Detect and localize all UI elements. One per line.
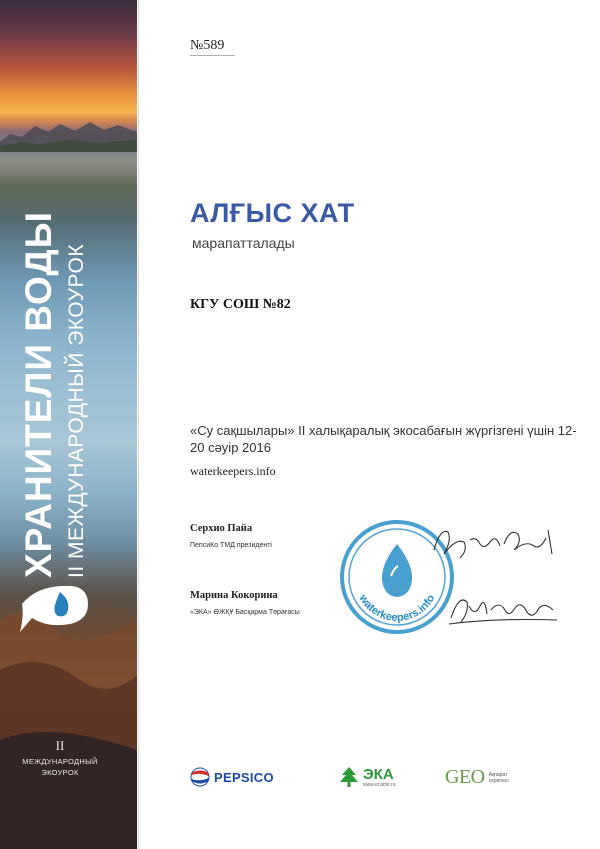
geo-caption <box>489 772 515 784</box>
geo-text: GEO <box>445 766 485 788</box>
pepsi-globe-icon <box>190 767 210 787</box>
eka-tree-icon <box>338 766 360 788</box>
eka-logo <box>338 765 396 789</box>
cover-photo-banner <box>0 0 137 849</box>
eka-url: www.ecamir.ru <box>363 781 396 788</box>
mountain-silhouette <box>0 112 137 152</box>
certificate-title: АЛҒЫС ХАТ <box>190 198 355 228</box>
banner-caption-line2: ЭКОУРОК <box>41 768 79 777</box>
stamp-text: waterkeepers.info <box>356 592 438 625</box>
geo-logo <box>445 766 515 789</box>
recipient-name: КГУ СОШ №82 <box>190 297 291 312</box>
pepsico-text: PEPSICO <box>214 769 274 785</box>
signatory-1-role: ПепсиКо ТМД президенті <box>190 542 272 549</box>
website-text: waterkeepers.info <box>190 464 276 478</box>
certificate-subtitle: марапатталады <box>192 235 295 251</box>
banner-divider <box>138 0 139 849</box>
banner-title: ХРАНИТЕЛИ ВОДЫ <box>18 211 59 578</box>
banner-roman-numeral: II <box>55 738 65 753</box>
banner-caption <box>0 756 120 778</box>
certificate-number-underline <box>190 55 235 56</box>
signatory-1-name: Серхио Пайа <box>190 523 253 534</box>
signature-2 <box>445 588 560 628</box>
geo-caption-line1: Ақпарат <box>488 771 508 778</box>
signatory-2-role: «ЭКА» ӨЖҚҰ Басқарма Төрағасы <box>190 609 300 616</box>
pepsico-logo <box>190 765 274 789</box>
signature-1 <box>430 520 555 562</box>
geo-caption-line2: серіктесі <box>488 777 509 784</box>
banner-subtitle: II МЕЖДУНАРОДНЫЙ ЭКОУРОК <box>65 243 88 578</box>
eka-text: ЭКА <box>363 765 394 783</box>
banner-caption-line1: МЕЖДУНАРОДНЫЙ <box>22 757 98 766</box>
signatory-2-name: Марина Кокорина <box>190 590 278 601</box>
certificate-number: №589 <box>190 38 225 53</box>
award-description: «Су сақшылары» II халықаралық экосабағын жүргізгені үшін 12-20 сәуір 2016 <box>190 423 577 455</box>
water-drop-logo <box>18 582 92 638</box>
